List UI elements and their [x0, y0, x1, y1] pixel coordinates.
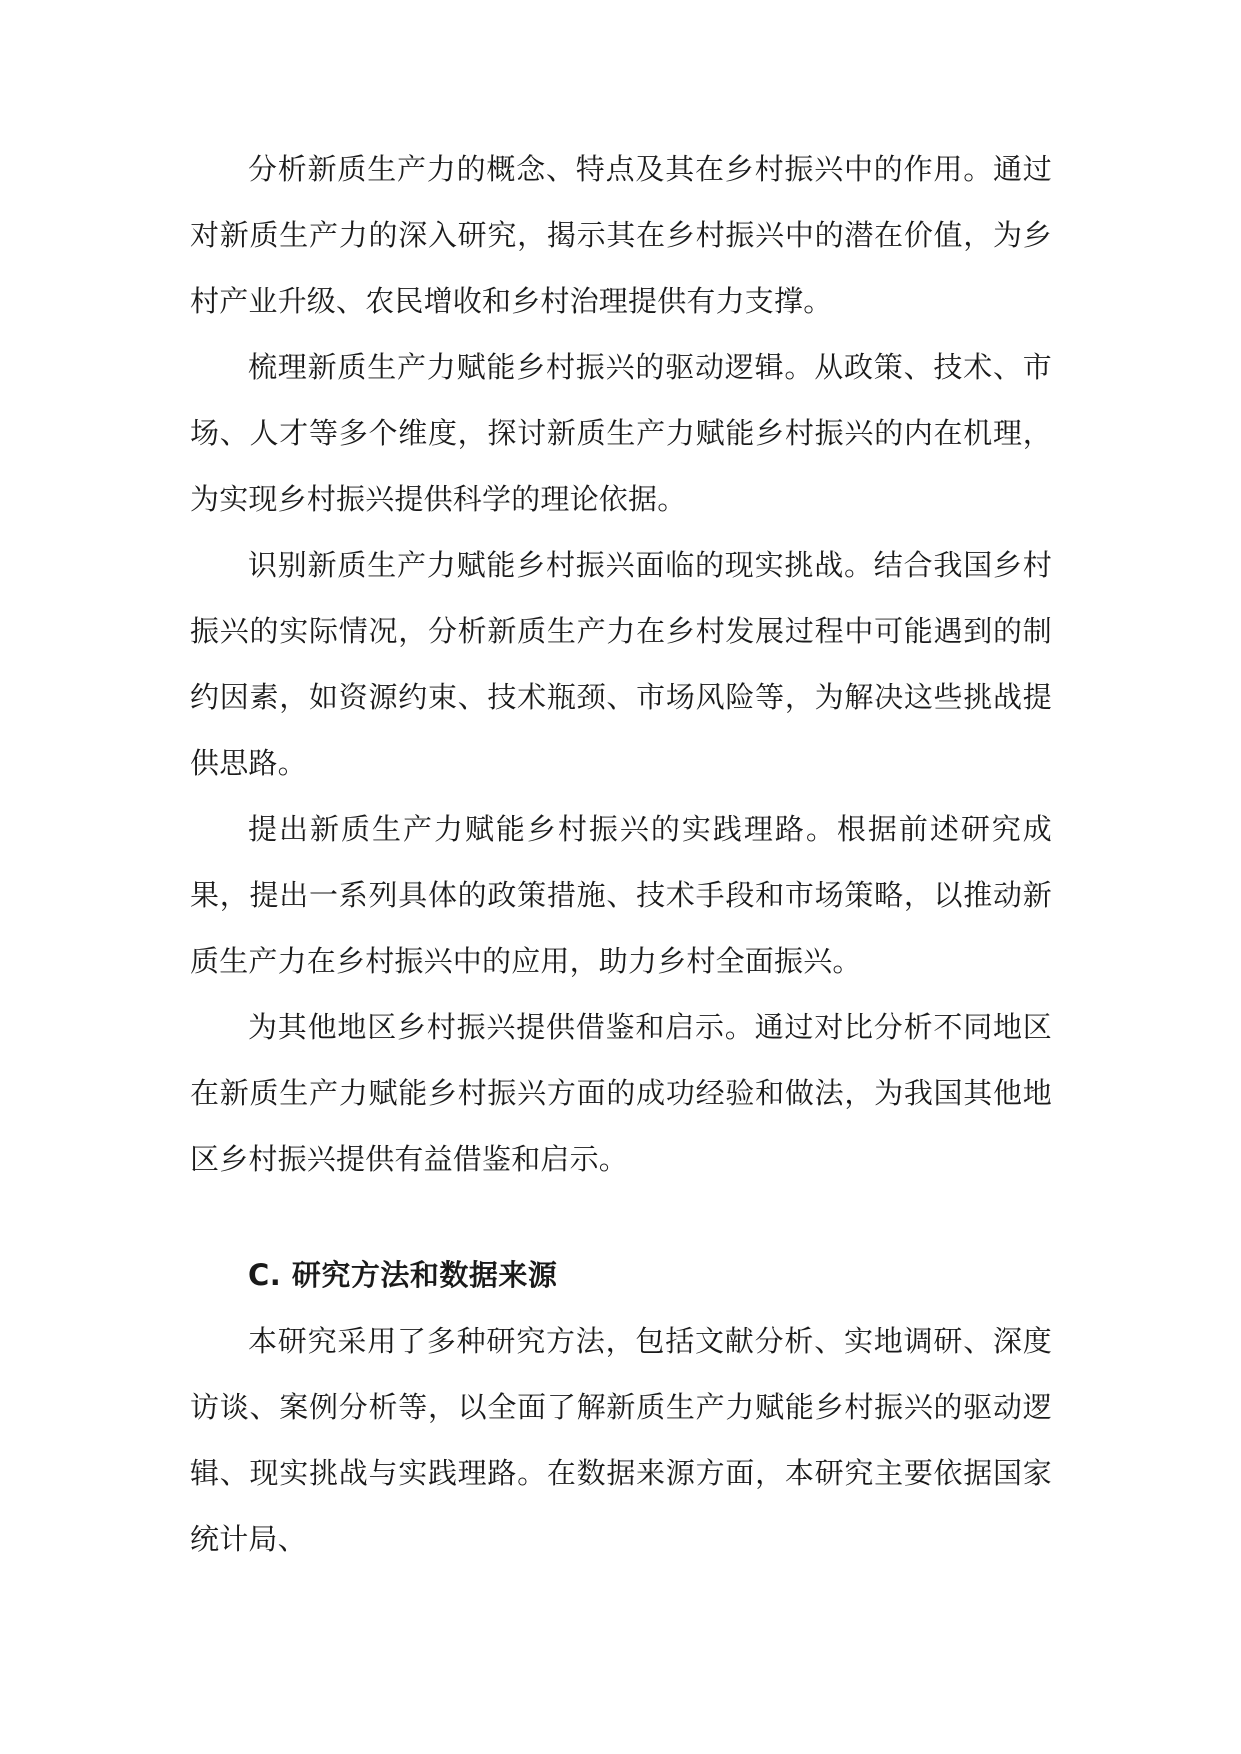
paragraph-concept: 分析新质生产力的概念、特点及其在乡村振兴中的作用。通过对新质生产力的深入研究，揭示其在乡村振兴中的潜在价值，为乡村产业升级、农民增收和乡村治理提供有力支撑。 [190, 152, 1052, 318]
paragraph-practice: 提出新质生产力赋能乡村振兴的实践理路。根据前述研究成果，提出一系列具体的政策措施、技术手段和市场策略，以推动新质生产力在乡村振兴中的应用，助力乡村全面振兴。 [190, 812, 1052, 978]
paragraph-reference: 为其他地区乡村振兴提供借鉴和启示。通过对比分析不同地区在新质生产力赋能乡村振兴方面的成功经验和做法，为我国其他地区乡村振兴提供有益借鉴和启示。 [190, 1010, 1052, 1176]
paragraph-methods: 本研究采用了多种研究方法，包括文献分析、实地调研、深度访谈、案例分析等，以全面了解新质生产力赋能乡村振兴的驱动逻辑、现实挑战与实践理路。在数据来源方面，本研究主要依据国家统计局、 [190, 1324, 1052, 1556]
section-heading: C. 研究方法和数据来源 [248, 1258, 558, 1292]
document-body [190, 136, 1052, 1572]
paragraph-driving-logic: 梳理新质生产力赋能乡村振兴的驱动逻辑。从政策、技术、市场、人才等多个维度，探讨新质生产力赋能乡村振兴的内在机理，为实现乡村振兴提供科学的理论依据。 [190, 350, 1052, 516]
paragraph-challenges: 识别新质生产力赋能乡村振兴面临的现实挑战。结合我国乡村振兴的实际情况，分析新质生产力在乡村发展过程中可能遇到的制约因素，如资源约束、技术瓶颈、市场风险等，为解决这些挑战提供思路。 [190, 548, 1052, 780]
